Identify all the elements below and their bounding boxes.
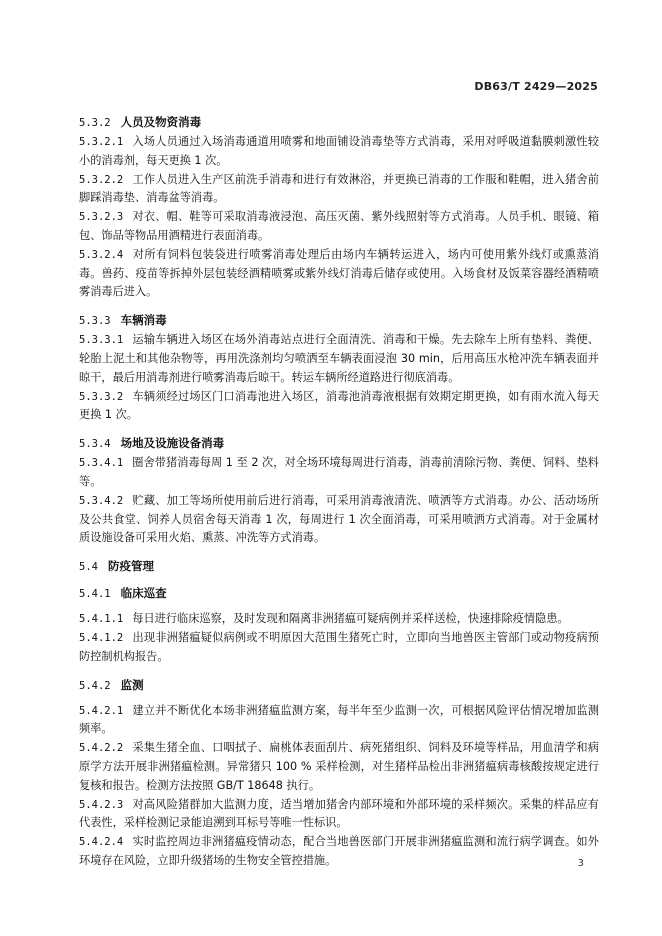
spacer: [79, 302, 599, 310]
clause-paragraph: [79, 208, 599, 246]
clause-number: 5.3.4.1: [79, 457, 124, 470]
clause-text: 运输车辆进入场区在场外消毒站点进行全面清洗、消毒和干燥。先去除车上所有垫料、粪便、轮胎上泥土和其他杂物等，再用洗涤剂均匀喷洒至车辆表面浸泡 30 min，后用高压水枪冲洗车辆表面并晾干，最后用消毒剂进行喷雾消毒后晾干。转运车辆所经道路进行彻底消毒。: [79, 333, 599, 384]
clause-paragraph: [79, 388, 599, 426]
section-title: 监测: [120, 677, 144, 692]
clause-paragraph: [79, 246, 599, 302]
clause-text: 对所有饲料包装袋进行喷雾消毒处理后由场内车辆转运进入，场内可使用紫外线灯或熏蒸消毒。兽药、疫苗等拆掉外层包装经酒精喷雾或紫外线灯消毒后储存或使用。入场食材及饭菜容器经酒精喷雾消毒后进入。: [79, 247, 599, 299]
clause-paragraph: [79, 331, 599, 387]
section-heading: [79, 556, 599, 577]
clause-number: 5.4.2.2: [79, 742, 124, 755]
clause-paragraph: [79, 702, 599, 740]
clause-text: 工作人员进入生产区前洗手消毒和进行有效淋浴，并更换已消毒的工作服和鞋帽，进入猪舍前脚踩消毒垫、消毒盆等消毒。: [79, 172, 599, 205]
section-title: 临床巡查: [120, 586, 167, 601]
clause-paragraph: [79, 492, 599, 548]
clause-text: 建立并不断优化本场非洲猪瘟监测方案，每半年至少监测一次，可根据风险评估情况增加监测频率。: [79, 703, 599, 736]
clause-paragraph: [79, 610, 599, 629]
section-number: 5.3.2: [79, 117, 111, 129]
spacer: [79, 104, 599, 112]
clause-number: 5.4.2.3: [79, 798, 124, 811]
section-number: 5.4.1: [79, 588, 111, 601]
section-heading: [79, 583, 599, 604]
page-number: 3: [577, 858, 584, 869]
clause-number: 5.3.2.4: [79, 248, 124, 261]
clause-number: 5.3.3.2: [79, 390, 124, 403]
clause-text: 车辆须经过场区门口消毒池进入场区，消毒池消毒液根据有效期定期更换，如有雨水流入每天更换 1 次。: [79, 389, 599, 422]
section-title: 车辆消毒: [120, 313, 167, 328]
section-number: 5.4: [79, 561, 98, 574]
clause-text: 对衣、帽、鞋等可采取消毒液浸泡、高压灭菌、紫外线照射等方式消毒。人员手机、眼镜、箱包、饰品等物品用酒精进行表面消毒。: [79, 210, 599, 242]
section-number: 5.4.2: [79, 679, 111, 692]
spacer: [79, 425, 599, 433]
document-code: DB63/T 2429—2025: [474, 80, 598, 93]
section-heading: [79, 112, 599, 133]
document-body: [79, 104, 599, 871]
spacer: [79, 667, 599, 675]
clause-number: 5.3.4.2: [79, 494, 124, 507]
clause-number: 5.4.1.1: [79, 613, 124, 626]
clause-paragraph: [79, 739, 599, 795]
spacer: [79, 548, 599, 556]
section-heading: [79, 433, 599, 454]
section-title: 人员及物资消毒: [120, 115, 202, 129]
clause-text: 圈舍带猪消毒每周 1 至 2 次，对全场环境每周进行消毒，消毒前清除污物、粪便、饲料、垫料等。: [79, 456, 599, 488]
clause-text: 实时监控周边非洲猪瘟疫情动态，配合当地兽医部门开展非洲猪瘟监测和流行病学调查。如外环境存在风险，立即升级猪场的生物安全管控措施。: [79, 835, 599, 867]
section-title: 场地及设施设备消毒: [120, 436, 225, 451]
clause-text: 每日进行临床巡察，及时发现和隔离非洲猪瘟可疑病例并采样送检，快速排除疫情隐患。: [132, 612, 569, 626]
clause-text: 对高风险猪群加大监测力度，适当增加猪舍内部环境和外部环境的采样频次。采集的样品应有代表性，采样检测记录能追溯到耳标号等唯一性标识。: [79, 797, 599, 830]
section-number: 5.3.3: [79, 315, 111, 328]
clause-paragraph: [79, 629, 599, 667]
clause-number: 5.4.1.2: [79, 631, 124, 644]
clause-text: 采集生猪全血、口咽拭子、扁桃体表面刮片、病死猪组织、饲料及环境等样品，用血清学和病原学方法开展非洲猪瘟检测。异常猪只 100 % 采样检测，对生猪样品检出非洲猪瘟病毒核酸按规定进行复核和报告。检测方法按照 GB/T 18648 执行。: [79, 741, 599, 792]
clause-number: 5.3.2.1: [79, 136, 124, 148]
clause-paragraph: [79, 454, 599, 492]
clause-number: 5.3.2.3: [79, 211, 124, 224]
clause-text: 出现非洲猪瘟疑似病例或不明原因大范围生猪死亡时，立即向当地兽医主管部门或动物疫病预防控制机构报告。: [79, 630, 599, 663]
clause-paragraph: [79, 171, 599, 209]
section-heading: [79, 675, 599, 696]
clause-paragraph: [79, 796, 599, 834]
clause-paragraph: [79, 833, 599, 871]
clause-number: 5.4.2.1: [79, 704, 124, 717]
section-heading: [79, 310, 599, 331]
clause-number: 5.3.2.2: [79, 173, 124, 186]
section-title: 防疫管理: [107, 559, 154, 574]
clause-paragraph: [79, 133, 599, 171]
clause-number: 5.3.3.1: [79, 334, 124, 347]
section-number: 5.3.4: [79, 438, 111, 451]
clause-text: 贮藏、加工等场所使用前后进行消毒，可采用消毒液清洗、喷洒等方式消毒。办公、活动场所及公共食堂、饲养人员宿舍每天消毒 1 次，每周进行 1 次全面消毒，可采用喷洒方式消毒。对于金属材质设施设备可采用火焰、熏蒸、冲洗等方式消毒。: [79, 493, 599, 545]
clause-number: 5.4.2.4: [79, 836, 124, 849]
clause-text: 入场人员通过入场消毒通道用喷雾和地面铺设消毒垫等方式消毒，采用对呼吸道黏膜刺激性较小的消毒剂，每天更换 1 次。: [79, 135, 599, 167]
